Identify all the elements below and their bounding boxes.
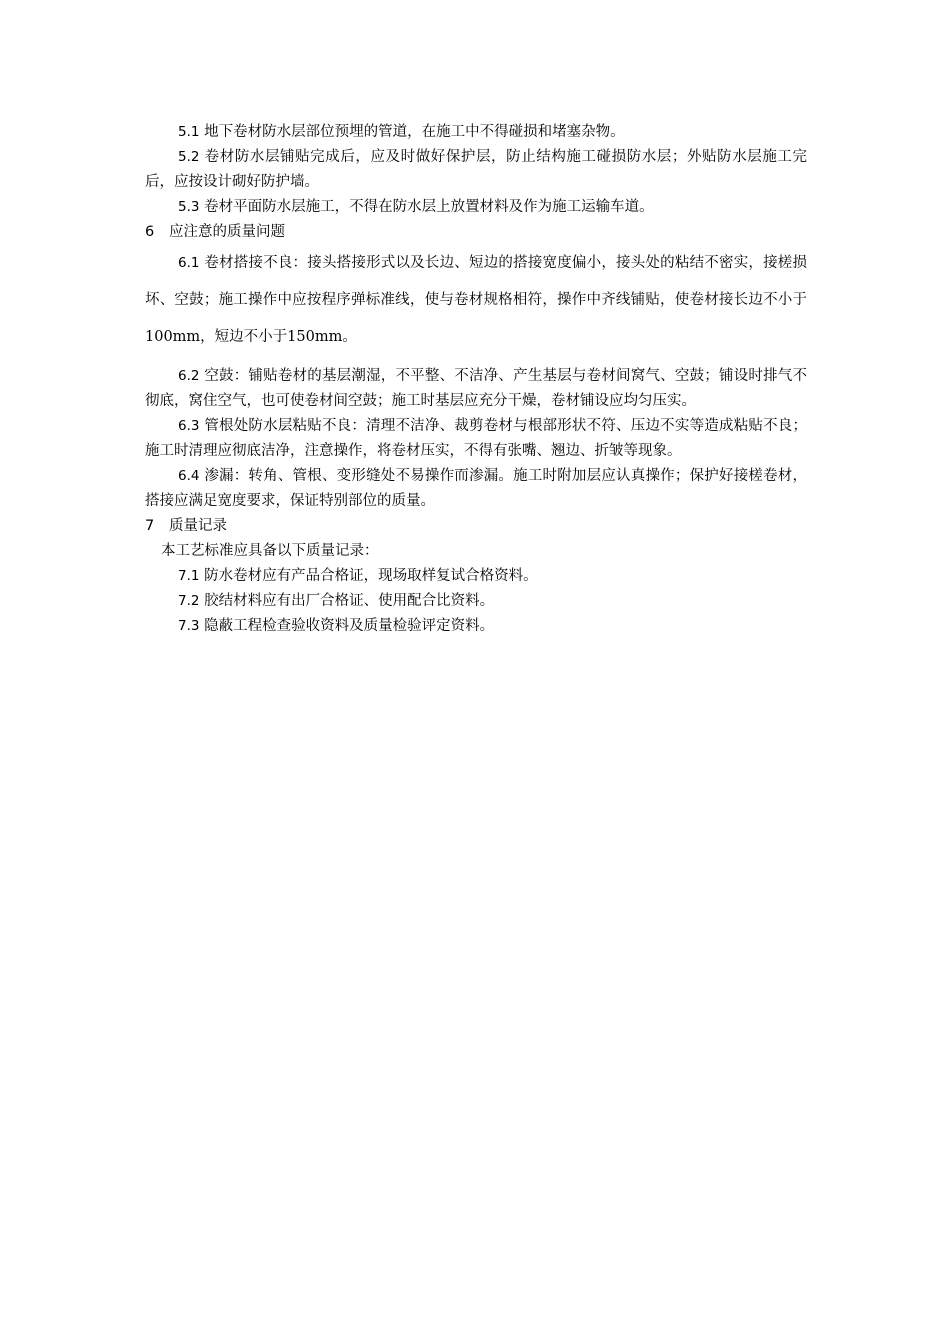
item-number: 5.3: [178, 199, 200, 215]
section-title: 应注意的质量问题: [169, 224, 285, 240]
item-text: 卷材防水层铺贴完成后，应及时做好保护层，防止结构施工碰损防水层；外贴防水层施工完后，应按设计砌好防护墙。: [145, 149, 808, 190]
item-number: 6.4: [178, 468, 200, 484]
item-text: 管根处防水层粘贴不良：清理不洁净、裁剪卷材与根部形状不符、压边不实等造成粘贴不良；施工时清理应彻底洁净，注意操作，将卷材压实，不得有张嘴、翘边、折皱等现象。: [145, 418, 808, 459]
paragraph-7-1: [145, 564, 807, 589]
item-text: 隐蔽工程检查验收资料及质量检验评定资料。: [204, 618, 495, 634]
section-7-heading: [145, 514, 807, 539]
paragraph-5-3: [145, 195, 807, 220]
section-number: 6: [145, 224, 155, 240]
item-text: 卷材平面防水层施工，不得在防水层上放置材料及作为施工运输车道。: [204, 199, 654, 215]
item-number: 7.2: [178, 593, 200, 609]
paragraph-6-2: [145, 364, 807, 414]
section-7-intro: 本工艺标准应具备以下质量记录：: [161, 543, 379, 559]
item-text: 卷材搭接不良：接头搭接形式以及长边、短边的搭接宽度偏小，接头处的粘结不密实，接槎损坏、空鼓；施工操作中应按程序弹标准线，使与卷材规格相符，操作中齐线铺贴，使卷材接长边不小于100mm，短边不小于150mm。: [145, 255, 808, 345]
paragraph-5-2: [145, 145, 807, 195]
item-number: 6.2: [178, 368, 200, 384]
item-text: 防水卷材应有产品合格证，现场取样复试合格资料。: [204, 568, 538, 584]
paragraph-7-2: [145, 589, 807, 614]
item-text: 胶结材料应有出厂合格证、使用配合比资料。: [204, 593, 495, 609]
section-title: 质量记录: [169, 518, 227, 534]
document-page: [145, 120, 807, 639]
section-6-heading: [145, 220, 807, 245]
item-number: 5.1: [178, 124, 200, 140]
paragraph-6-1: [145, 245, 807, 356]
item-number: 5.2: [178, 149, 200, 165]
item-number: 7.3: [178, 618, 200, 634]
item-text: 空鼓：铺贴卷材的基层潮湿，不平整、不洁净、产生基层与卷材间窝气、空鼓；铺设时排气不彻底，窝住空气，也可使卷材间空鼓；施工时基层应充分干燥，卷材铺设应均匀压实。: [145, 368, 808, 409]
item-text: 地下卷材防水层部位预埋的管道，在施工中不得碰损和堵塞杂物。: [204, 124, 625, 140]
paragraph-6-4: [145, 464, 807, 514]
item-number: 7.1: [178, 568, 200, 584]
item-number: 6.1: [178, 255, 200, 271]
section-number: 7: [145, 518, 155, 534]
paragraph-7-3: [145, 614, 807, 639]
paragraph-5-1: [145, 120, 807, 145]
paragraph-6-3: [145, 414, 807, 464]
item-text: 渗漏：转角、管根、变形缝处不易操作而渗漏。施工时附加层应认真操作；保护好接槎卷材，搭接应满足宽度要求，保证特别部位的质量。: [145, 468, 808, 509]
item-number: 6.3: [178, 418, 200, 434]
